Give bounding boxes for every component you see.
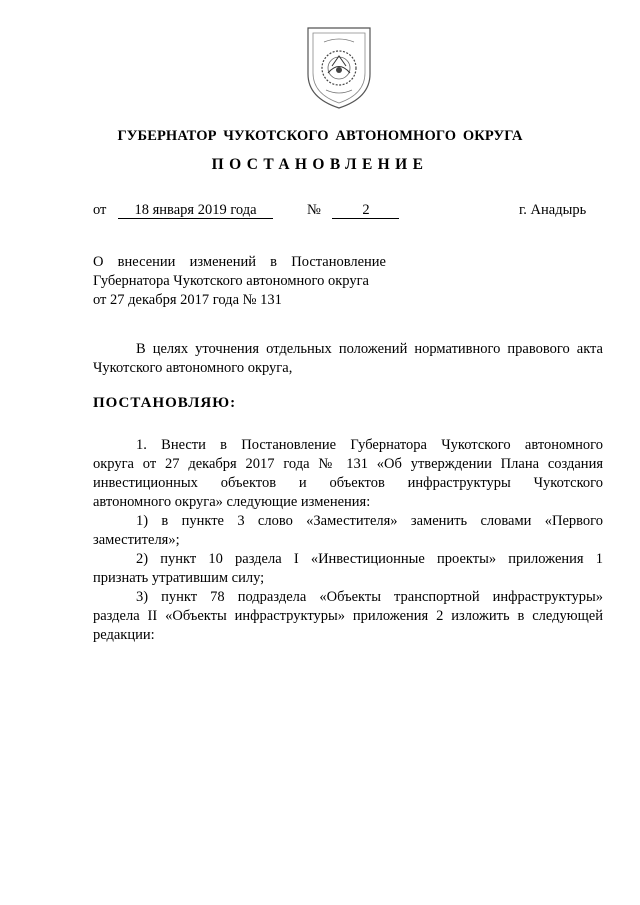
subject-line: от 27 декабря 2017 года № 131	[93, 292, 282, 308]
document-type-title: ПОСТАНОВЛЕНИЕ	[211, 156, 429, 173]
issuing-authority: ГУБЕРНАТОР ЧУКОТСКОГО АВТОНОМНОГО ОКРУГА	[117, 128, 523, 144]
item-line: 1) в пункте 3 слово «Заместителя» заменить словами «Первого	[136, 513, 603, 529]
item-line: признать утратившим силу;	[93, 570, 265, 586]
number-label: №	[307, 202, 321, 218]
document-number-field	[307, 202, 399, 222]
item-line: раздела II «Объекты инфраструктуры» приложения 2 изложить в следующей	[93, 608, 603, 624]
item-line: заместителя»;	[93, 532, 180, 548]
item-line: 1. Внести в Постановление Губернатора Чукотского автономного	[136, 437, 603, 453]
preamble-line: Чукотского автономного округа,	[93, 360, 293, 376]
document-subject	[93, 253, 386, 310]
item-paragraph	[93, 512, 603, 550]
issuing-city: г. Анадырь	[519, 202, 587, 218]
item-paragraph	[93, 588, 603, 645]
item-line: инвестиционных объектов и объектов инфраструктуры Чукотского	[93, 475, 603, 491]
chukotka-coat-of-arms-icon	[302, 24, 376, 110]
date-prefix-label: от	[93, 202, 107, 218]
decree-word: ПОСТАНОВЛЯЮ:	[93, 395, 237, 411]
decree-body	[93, 436, 603, 645]
subject-line: О внесении изменений в Постановление	[93, 254, 386, 270]
item-paragraph	[93, 436, 603, 512]
item-line: редакции:	[93, 627, 155, 643]
item-line: 3) пункт 78 подраздела «Объекты транспортной инфраструктуры»	[136, 589, 603, 605]
item-line: 2) пункт 10 раздела I «Инвестиционные проекты» приложения 1	[136, 551, 603, 567]
subject-line: Губернатора Чукотского автономного округа	[93, 273, 369, 289]
document-date-field	[93, 202, 273, 222]
preamble-line: В целях уточнения отдельных положений нормативного правового акта	[136, 341, 603, 357]
preamble-paragraph	[93, 340, 603, 378]
item-line: автономного округа» следующие изменения:	[93, 494, 371, 510]
item-paragraph	[93, 550, 603, 588]
document-number: 2	[332, 202, 399, 219]
item-line: округа от 27 декабря 2017 года № 131 «Об утверждении Плана создания	[93, 456, 603, 472]
document-date: 18 января 2019 года	[118, 202, 273, 219]
